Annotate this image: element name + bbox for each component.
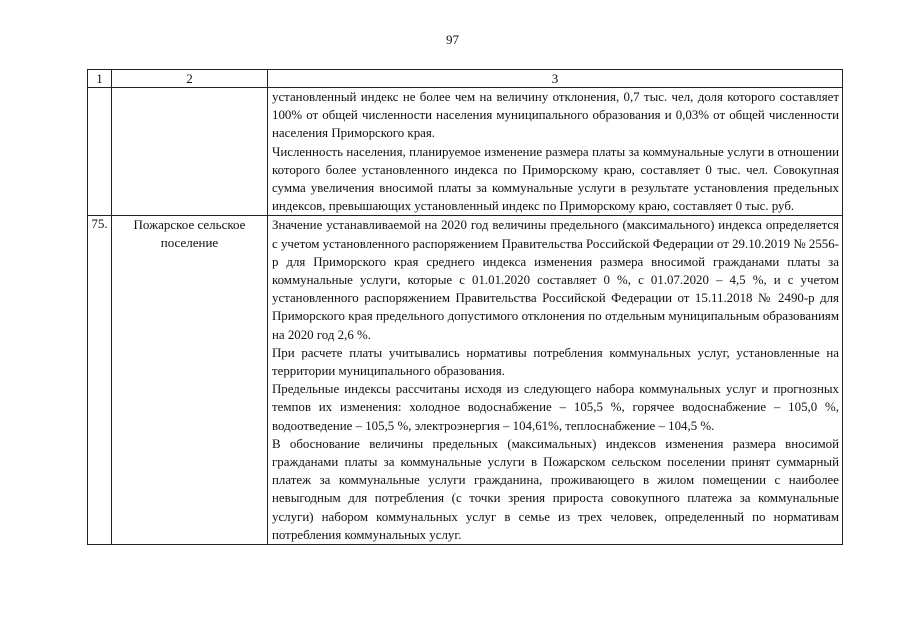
- paragraph: Предельные индексы рассчитаны исходя из следующего набора коммунальных услуг и прогнозных темпов их изменения: холодное водоснабжение – 105,5 %, горячее водоснабжение – 105,0 %, водоотведение – 105,5 %, электроэнергия – 104,61%, теплоснабжение – 104,5 %.: [272, 382, 839, 433]
- column-header-3: 3: [268, 70, 843, 88]
- municipality-name-cell: [112, 88, 268, 216]
- table-header-row: [88, 70, 843, 88]
- paragraph: установленный индекс не более чем на величину отклонения, 0,7 тыс. чел, доля которого составляет 100% от общей численности населения муниципального образования и 0,03% от общей численности населения Приморского края.: [272, 90, 839, 141]
- column-header-2: 2: [112, 70, 268, 88]
- paragraph: При расчете платы учитывались нормативы потребления коммунальных услуг, установленные на территории муниципального образования.: [272, 345, 839, 379]
- paragraph: В обоснование величины предельных (максимальных) индексов изменения размера вносимой гражданами платы за коммунальные услуги в Пожарском сельском поселении принят суммарный платеж за коммунальные услуги гражданина, проживающего в жилом помещении с наиболее невыгодным для потребления (с точки зрения прироста совокупного платежа за коммунальные услуги) набором коммунальных услуг в семье из трех человек, определенный по нормативам потребления коммунальных услуг.: [272, 436, 839, 542]
- document-table: [87, 69, 843, 545]
- column-header-1: 1: [88, 70, 112, 88]
- description-cell: [268, 88, 843, 216]
- row-number-cell: 75.: [88, 216, 112, 545]
- table-row: [88, 216, 843, 545]
- paragraph: Значение устанавливаемой на 2020 год величины предельного (максимального) индекса определяется с учетом установленного распоряжением Правительства Российской Федерации от 29.10.2019 № 2556-р для Приморского края среднего индекса изменения размера вносимой гражданами платы за коммунальные услуги, которые с 01.01.2020 составляет 0 %, с 01.07.2020 – 4,5 %, и с учетом установленного распоряжением Правительства Российской Федерации от 15.11.2018 № 2490-р для Приморского края предельного допустимого отклонения по отдельным муниципальным образованиям на 2020 год 2,6 %.: [272, 218, 839, 342]
- municipality-name-cell: Пожарское сельское поселение: [112, 216, 268, 545]
- table-row: [88, 88, 843, 216]
- row-number-cell: [88, 88, 112, 216]
- page-number: 97: [446, 32, 459, 47]
- description-cell: [268, 216, 843, 545]
- paragraph: Численность населения, планируемое изменение размера платы за коммунальные услуги в отношении которого более установленного индекса по Приморскому краю, составляет 0 тыс. чел. Совокупная сумма увеличения вносимой платы за коммунальные услуги в результате установления предельных индексов, превышающих установленный индекс по Приморскому краю, составляет 0 тыс. руб.: [272, 144, 839, 214]
